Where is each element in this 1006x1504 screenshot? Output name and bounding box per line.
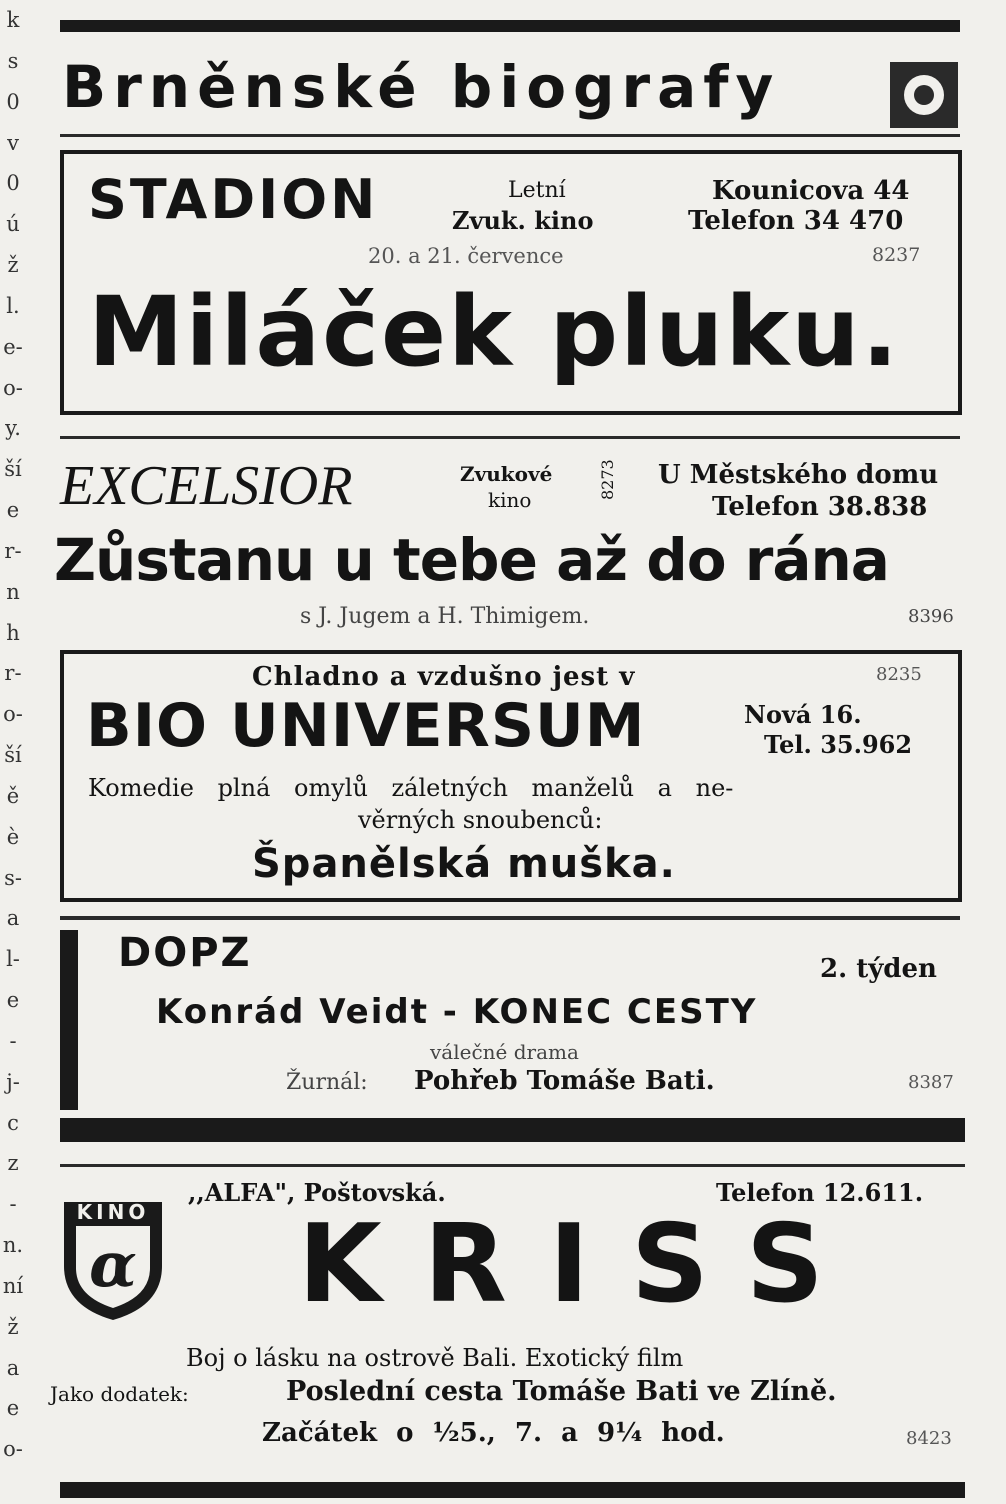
kino-logo-letter: α [89, 1228, 137, 1301]
dopz-film-title: Konrád Veidt - KONEC CESTY [156, 992, 758, 1032]
dopz-bottom-bar [60, 1118, 965, 1142]
margin-fragment: s- [4, 865, 22, 890]
excelsior-ref: 8396 [908, 606, 954, 627]
margin-fragment: 0 [6, 171, 20, 196]
margin-fragment: h [6, 620, 20, 645]
alfa-top-rule [60, 1164, 965, 1167]
excelsior-phone: Telefon 38.838 [712, 492, 928, 522]
margin-fragment: c [7, 1110, 19, 1135]
excelsior-address: U Městského domu [658, 460, 939, 490]
ornament-icon [888, 60, 960, 130]
margin-fragment: r- [4, 661, 22, 686]
margin-fragment: n [6, 579, 20, 604]
stadion-separator [60, 436, 960, 439]
universum-film-title: Španělská muška. [252, 841, 676, 887]
margin-fragment: ž [7, 253, 19, 277]
alfa-desc: Boj o lásku na ostrově Bali. Exotický film [186, 1344, 684, 1372]
margin-fragment: a [6, 906, 20, 931]
alfa-name: ,,ALFA", Poštovská. [188, 1178, 446, 1207]
margin-fragment: ě [6, 783, 20, 808]
margin-fragment: y. [5, 416, 21, 441]
margin-fragment: ž [7, 1314, 19, 1339]
excelsior-film-title: Zůstanu u tebe až do rána [54, 526, 889, 594]
dopz-name: DOPZ [118, 930, 252, 976]
dopz-journal: Pohřeb Tomáše Bati. [414, 1066, 715, 1096]
dopz-genre: válečné drama [430, 1040, 579, 1064]
bottom-border-bar [60, 1482, 965, 1498]
excelsior-ref-vertical: 8273 [598, 459, 617, 500]
margin-fragment: ú [6, 212, 20, 237]
alfa-addon-label: Jako dodatek: [50, 1382, 189, 1406]
excelsior-kind-line2: kino [488, 488, 532, 512]
alfa-addon: Poslední cesta Tomáše Bati ve Zlíně. [286, 1376, 837, 1407]
top-border-bar [60, 20, 960, 32]
stadion-ref: 8237 [872, 244, 921, 266]
stadion-kind-line1: Letní [508, 178, 566, 203]
dopz-journal-label: Žurnál: [286, 1070, 368, 1095]
margin-fragment: s [7, 48, 19, 73]
universum-name: BIO UNIVERSUM [86, 691, 646, 761]
margin-fragment: e [6, 498, 20, 522]
alfa-ref: 8423 [906, 1428, 952, 1449]
page-title: Brněnské biografy [62, 53, 781, 121]
margin-fragment: e [6, 1396, 20, 1421]
margin-fragment: ší [4, 743, 22, 767]
dopz-ref: 8387 [908, 1072, 954, 1093]
kino-alfa-logo [60, 1196, 166, 1324]
margin-fragment: r- [4, 538, 22, 563]
universum-phone: Tel. 35.962 [764, 730, 913, 759]
margin-fragment: - [9, 1028, 17, 1053]
margin-fragment: l- [6, 947, 20, 972]
alfa-phone: Telefon 12.611. [716, 1178, 924, 1207]
margin-fragment: o- [3, 702, 23, 727]
margin-fragment: ní [2, 1273, 24, 1298]
universum-slogan: Chladno a vzdušno jest v [252, 662, 636, 692]
margin-fragment: n. [2, 1233, 24, 1257]
margin-fragment: k [6, 8, 20, 32]
stadion-name: STADION [88, 168, 379, 231]
margin-fragment: o- [3, 375, 23, 400]
excelsior-name: EXCELSIOR [60, 455, 353, 517]
header-rule [60, 134, 960, 137]
universum-desc-line2: věrných snoubenců: [358, 806, 603, 834]
margin-fragment: 0 [6, 89, 20, 114]
left-margin-column [2, 0, 24, 1504]
stadion-phone: Telefon 34 470 [688, 206, 904, 236]
stadion-film-title: Miláček pluku. [88, 276, 901, 388]
margin-fragment: è [6, 824, 20, 849]
margin-fragment: v [7, 130, 19, 155]
margin-fragment: z [7, 1151, 19, 1176]
stadion-kind-line2: Zvuk. kino [452, 206, 594, 235]
universum-address: Nová 16. [744, 700, 862, 729]
margin-fragment: e [6, 988, 20, 1012]
universum-desc-line1: Komedie plná omylů záletných manželů a ne- [88, 774, 734, 802]
stadion-address: Kounicova 44 [712, 176, 910, 206]
universum-separator [60, 916, 960, 920]
margin-fragment: - [9, 1192, 17, 1217]
margin-fragment: e- [3, 334, 23, 359]
stadion-dates: 20. a 21. července [368, 244, 564, 268]
margin-fragment: a [6, 1355, 20, 1380]
alfa-times: Začátek o ½5., 7. a 9¼ hod. [262, 1418, 725, 1448]
margin-fragment: o- [3, 1437, 23, 1462]
excelsior-kind-line1: Zvukové [460, 462, 553, 486]
margin-fragment: j- [6, 1069, 20, 1094]
excelsior-cast: s J. Jugem a H. Thimigem. [300, 604, 590, 629]
kino-logo-text: KINO [76, 1200, 150, 1224]
dopz-week: 2. týden [820, 954, 937, 984]
margin-fragment: ší [4, 457, 22, 482]
universum-ref: 8235 [876, 664, 922, 685]
margin-fragment: l. [6, 293, 20, 318]
dopz-left-bar [60, 930, 78, 1110]
alfa-film-title: KRISS [298, 1202, 866, 1327]
